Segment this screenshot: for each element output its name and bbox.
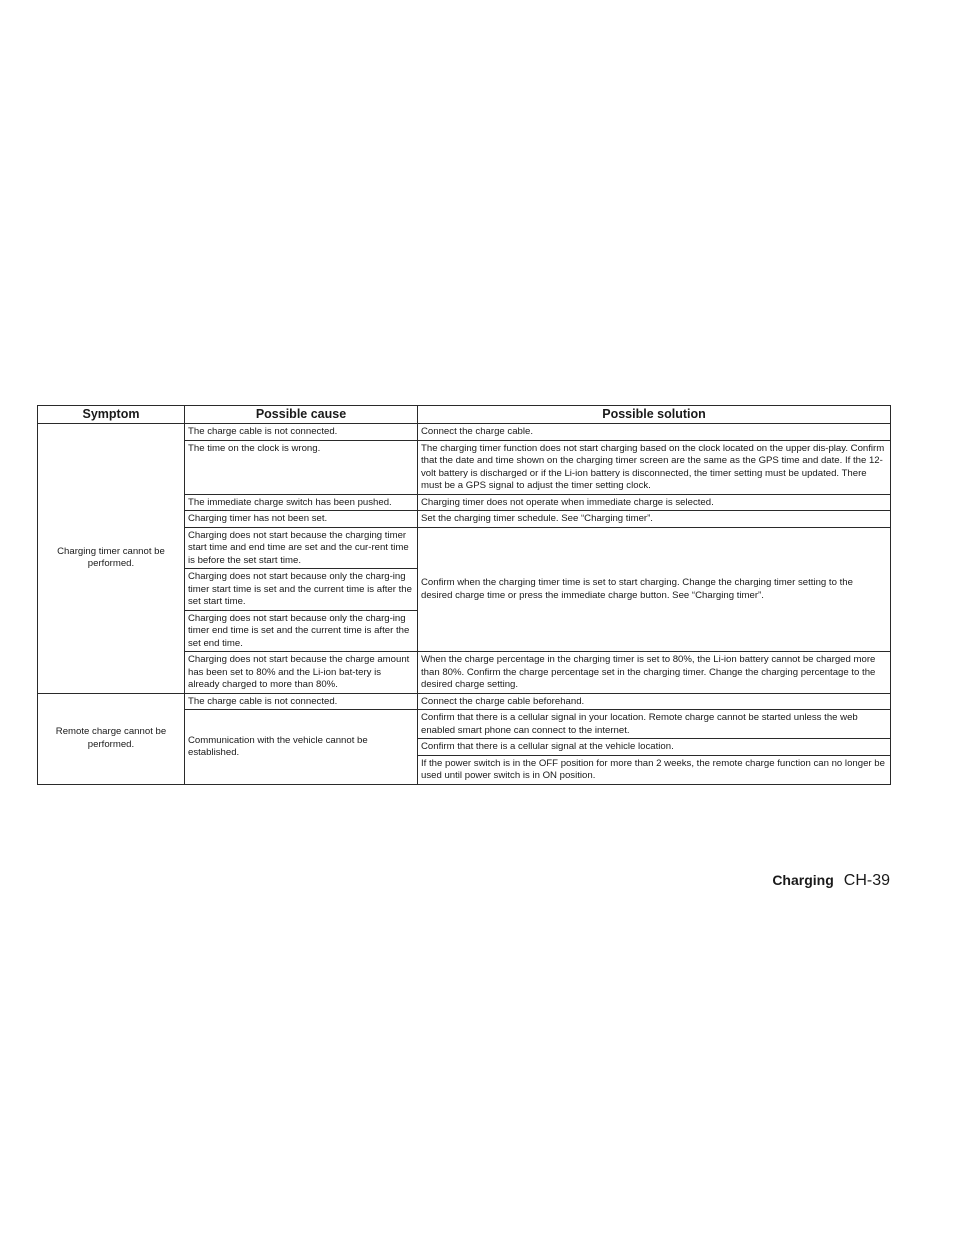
solution-cell: The charging timer function does not start charging based on the clock located on the upper dis-play. Confirm that the date and time shown on the charging timer screen are the same as the GPS time and date. If the 12-volt battery is discharged or if the Li-ion battery is disconnected, the timer setting must be updated. There must be a GPS signal to adjust the timer setting clock. bbox=[418, 440, 891, 494]
solution-cell: Confirm that there is a cellular signal at the vehicle location. bbox=[418, 739, 891, 756]
cause-cell: The charge cable is not connected. bbox=[185, 424, 418, 441]
solution-cell: When the charge percentage in the charging timer is set to 80%, the Li-ion battery cannot be charged more than 80%. Confirm the charge percentage set in the charging timer. Change the charging percentage to the desired charge setting. bbox=[418, 652, 891, 694]
header-possible-solution: Possible solution bbox=[418, 406, 891, 424]
solution-cell: Confirm when the charging timer time is set to start charging. Change the charging timer setting to the desired charge time or press the immediate charge button. See “Charging timer”. bbox=[418, 527, 891, 652]
table-row bbox=[38, 693, 891, 710]
solution-cell: Connect the charge cable. bbox=[418, 424, 891, 441]
cause-cell: Charging does not start because the charge amount has been set to 80% and the Li-ion bat-tery is already charged to more than 80%. bbox=[185, 652, 418, 694]
header-row bbox=[38, 406, 891, 424]
cause-cell: The time on the clock is wrong. bbox=[185, 440, 418, 494]
solution-cell: Set the charging timer schedule. See “Charging timer”. bbox=[418, 511, 891, 528]
cause-cell: Charging does not start because only the charg-ing timer start time is set and the current time is after the set start time. bbox=[185, 569, 418, 611]
page-footer bbox=[772, 870, 890, 891]
cause-cell: Charging does not start because the charging timer start time and end time are set and the cur-rent time is before the set start time. bbox=[185, 527, 418, 569]
footer-section-title: Charging bbox=[772, 872, 834, 888]
solution-cell: Charging timer does not operate when immediate charge is selected. bbox=[418, 494, 891, 511]
solution-cell: If the power switch is in the OFF position for more than 2 weeks, the remote charge function can no longer be used until power switch is in ON position. bbox=[418, 755, 891, 784]
troubleshooting-table bbox=[37, 405, 891, 785]
header-possible-cause: Possible cause bbox=[185, 406, 418, 424]
cause-cell: Charging does not start because only the charg-ing timer end time is set and the current time is after the set end time. bbox=[185, 610, 418, 652]
cause-cell: Charging timer has not been set. bbox=[185, 511, 418, 528]
solution-cell: Confirm that there is a cellular signal in your location. Remote charge cannot be started unless the web enabled smart phone can connect to the internet. bbox=[418, 710, 891, 739]
solution-cell: Connect the charge cable beforehand. bbox=[418, 693, 891, 710]
cause-cell: Communication with the vehicle cannot be established. bbox=[185, 710, 418, 785]
symptom-cell: Remote charge cannot be performed. bbox=[38, 693, 185, 784]
symptom-cell: Charging timer cannot be performed. bbox=[38, 424, 185, 694]
cause-cell: The immediate charge switch has been pushed. bbox=[185, 494, 418, 511]
table-row bbox=[38, 424, 891, 441]
page-number: CH-39 bbox=[843, 872, 890, 889]
cause-cell: The charge cable is not connected. bbox=[185, 693, 418, 710]
header-symptom: Symptom bbox=[38, 406, 185, 424]
